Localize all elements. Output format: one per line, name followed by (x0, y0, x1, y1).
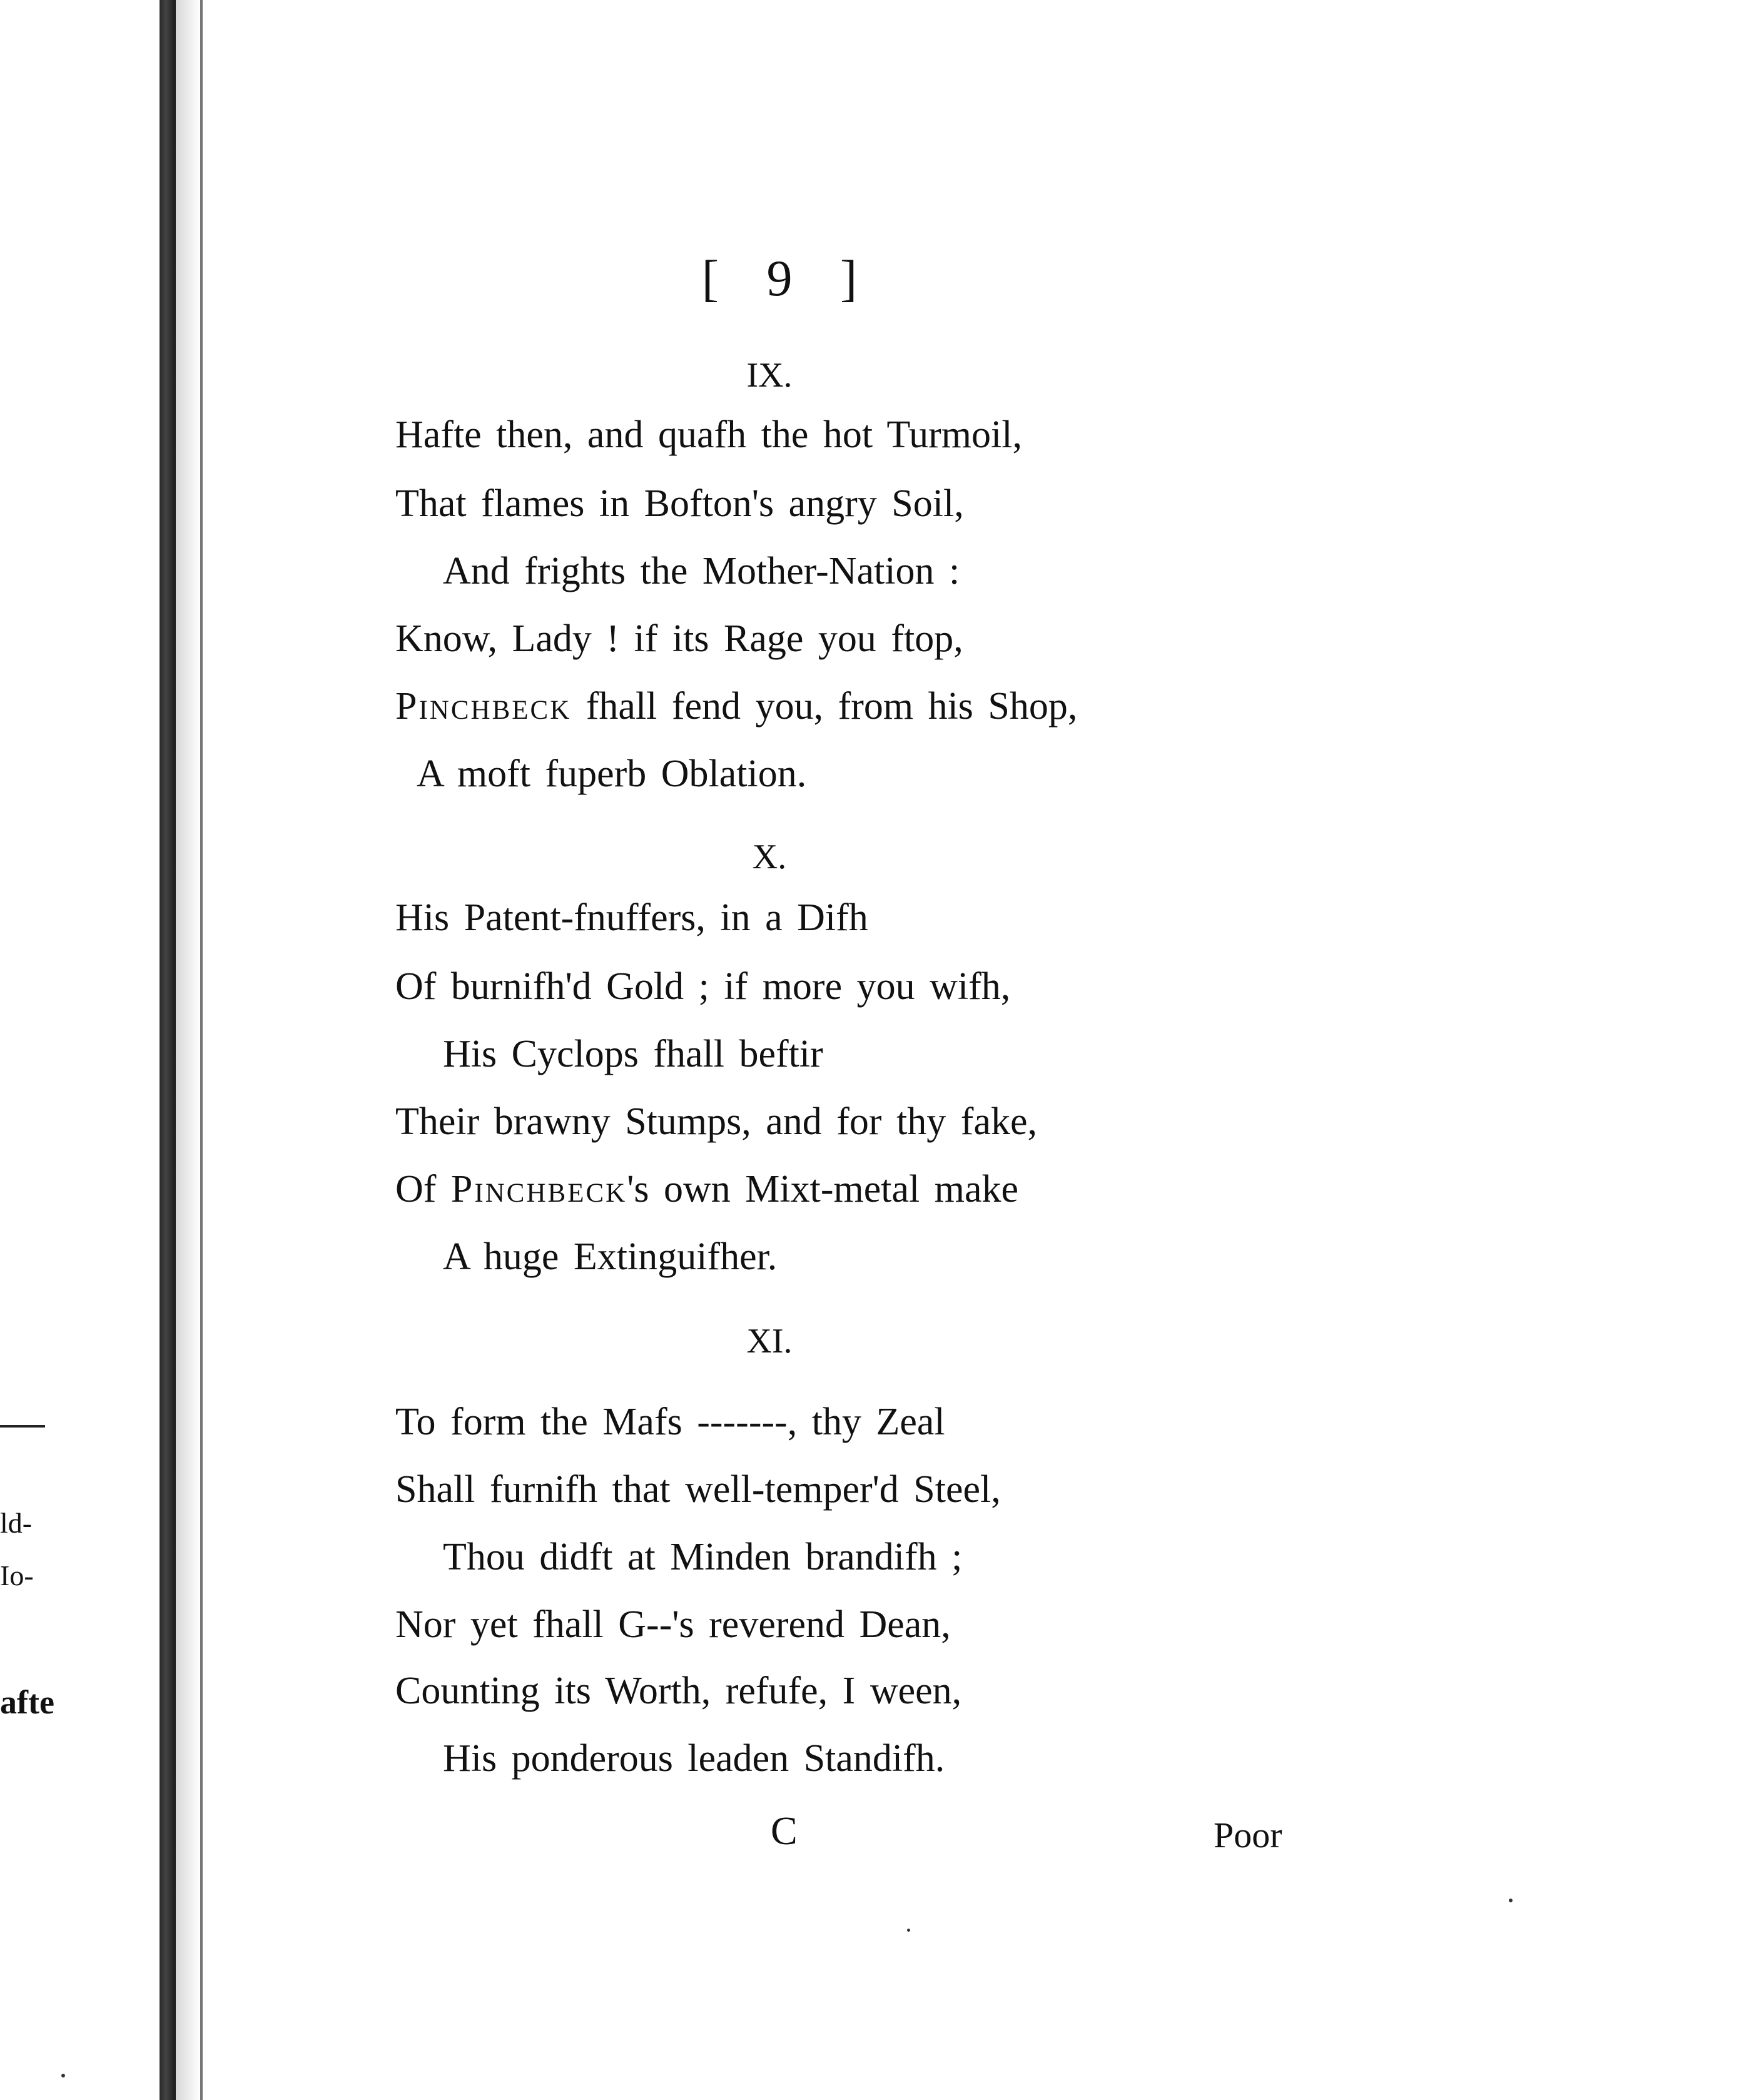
signature-mark: C (771, 1808, 798, 1853)
stanza-number: XI. (746, 1322, 793, 1361)
verse-line: Thou didft at Minden brandifh ; (443, 1536, 963, 1578)
verse-line: Pinchbeck fhall fend you, from his Shop, (395, 685, 1078, 728)
verse-line: Of Pinchbeck's own Mixt-metal make (395, 1168, 1018, 1210)
proper-name: Pinchbeck (450, 1168, 627, 1210)
stanza-number: IX. (746, 356, 793, 395)
verse-line: Hafte then, and quafh the hot Turmoil, (395, 413, 1022, 456)
verse-line: Shall furnifh that well-temper'd Steel, (395, 1468, 1001, 1511)
print-speck (907, 1929, 910, 1932)
verse-line: Their brawny Stumps, and for thy fake, (395, 1100, 1037, 1143)
book-binding (160, 0, 176, 2100)
verse-line: Know, Lady ! if its Rage you ftop, (395, 617, 963, 660)
verse-line: Of burnifh'd Gold ; if more you wifh, (395, 965, 1011, 1008)
verse-line: Counting its Worth, refufe, I ween, (395, 1670, 962, 1712)
verse-line: Nor yet fhall G--'s reverend Dean, (395, 1603, 951, 1646)
verse-line: That flames in Bofton's angry Soil, (395, 482, 964, 525)
left-page-fragment: ld- (0, 1507, 33, 1539)
catchword: Poor (1214, 1815, 1282, 1855)
left-page-rule (0, 1425, 45, 1428)
gutter-shadow (176, 0, 200, 2100)
left-page-fragment: Io- (0, 1560, 34, 1591)
proper-name: Pinchbeck (395, 685, 572, 728)
verse-line: His ponderous leaden Standifh. (443, 1737, 945, 1780)
left-page-fragment: afte (0, 1683, 54, 1721)
verse-line: His Cyclops fhall beftir (443, 1033, 823, 1075)
page-edge (200, 0, 203, 2100)
print-speck (1509, 1899, 1513, 1902)
verse-line: A huge Extinguifher. (443, 1235, 778, 1278)
verse-line: To form the Mafs -------, thy Zeal (395, 1401, 945, 1443)
verse-line: A moft fuperb Oblation. (417, 753, 807, 795)
verse-line: And frights the Mother-Nation : (443, 550, 960, 592)
page-number: [ 9 ] (701, 250, 875, 307)
print-speck (61, 2074, 65, 2077)
stanza-number: X. (752, 838, 787, 876)
verse-line: His Patent-fnuffers, in a Difh (395, 896, 868, 939)
